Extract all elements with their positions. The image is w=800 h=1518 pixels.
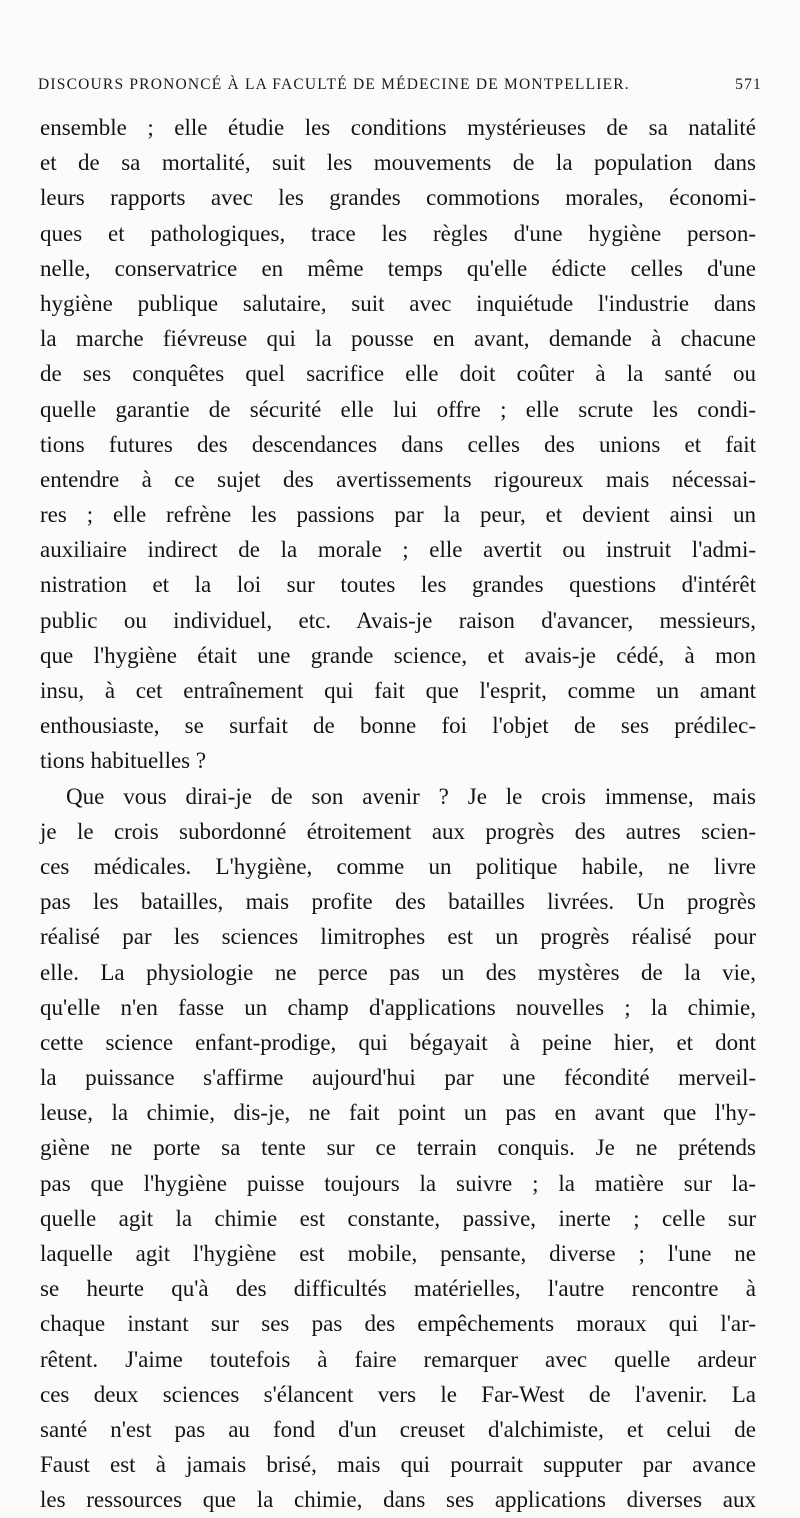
text-line: insu, à cet entraînement qui fait que l'esprit, comme un amant bbox=[40, 678, 756, 703]
text-line: nelle, conservatrice en même temps qu'elle édicte celles d'une bbox=[40, 255, 756, 281]
text-line: se heurte qu'à des difficultés matérielles, l'autre rencontre à bbox=[40, 1276, 756, 1302]
running-title: DISCOURS PRONONCÉ À LA FACULTÉ DE MÉDECINE DE MONTPELLIER. bbox=[38, 76, 630, 93]
text-line: la puissance s'affirme aujourd'hui par une fécondité merveil- bbox=[40, 1065, 756, 1091]
text-line: quelle garantie de sécurité elle lui offre ; elle scrute les condi- bbox=[40, 396, 756, 422]
text-line: auxiliaire indirect de la morale ; elle avertit ou instruit l'admi- bbox=[40, 537, 756, 563]
text-line: quelle agit la chimie est constante, passive, inerte ; celle sur bbox=[40, 1205, 756, 1231]
paragraph-1 bbox=[40, 110, 756, 779]
running-head bbox=[38, 76, 762, 104]
text-line: santé n'est pas au fond d'un creuset d'alchimiste, et celui de bbox=[40, 1416, 756, 1442]
text-line: la marche fiévreuse qui la pousse en avant, demande à chacune bbox=[40, 326, 756, 352]
text-line: et de sa mortalité, suit les mouvements de la population dans bbox=[40, 150, 756, 176]
text-line: leurs rapports avec les grandes commotions morales, économi- bbox=[40, 185, 756, 211]
text-line: cette science enfant-prodige, qui bégayait à peine hier, et dont bbox=[40, 1029, 756, 1055]
text-line: ces deux sciences s'élancent vers le Far-West de l'avenir. La bbox=[40, 1381, 756, 1407]
body-text bbox=[40, 110, 756, 1518]
text-line: qu'elle n'en fasse un champ d'applications nouvelles ; la chimie, bbox=[40, 994, 756, 1020]
text-line: chaque instant sur ses pas des empêchements moraux qui l'ar- bbox=[40, 1311, 756, 1337]
text-line: enthousiaste, se surfait de bonne foi l'objet de ses prédilec- bbox=[40, 713, 756, 739]
text-line: ques et pathologiques, trace les règles d'une hygiène person- bbox=[40, 220, 756, 246]
text-line: entendre à ce sujet des avertissements rigoureux mais nécessai- bbox=[40, 466, 756, 492]
text-line: Que vous dirai-je de son avenir ? Je le crois immense, mais bbox=[66, 783, 756, 809]
page-number: 571 bbox=[735, 76, 762, 93]
text-line: ensemble ; elle étudie les conditions mystérieuses de sa natalité bbox=[40, 115, 756, 140]
text-line: res ; elle refrène les passions par la peur, et devient ainsi un bbox=[40, 502, 756, 528]
text-line: elle. La physiologie ne perce pas un des mystères de la vie, bbox=[40, 959, 756, 985]
text-line: pas que l'hygiène puisse toujours la suivre ; la matière sur la- bbox=[40, 1170, 756, 1196]
text-line: leuse, la chimie, dis-je, ne fait point un pas en avant que l'hy- bbox=[40, 1100, 756, 1126]
paragraph-2 bbox=[40, 779, 756, 1518]
text-line: les ressources que la chimie, dans ses applications diverses aux bbox=[40, 1487, 756, 1513]
text-line: laquelle agit l'hygiène est mobile, pensante, diverse ; l'une ne bbox=[40, 1241, 756, 1266]
text-line: je le crois subordonné étroitement aux progrès des autres scien- bbox=[40, 818, 756, 844]
text-line: rêtent. J'aime toutefois à faire remarquer avec quelle ardeur bbox=[40, 1346, 756, 1372]
text-line: public ou individuel, etc. Avais-je raison d'avancer, messieurs, bbox=[40, 607, 756, 633]
text-line: pas les batailles, mais profite des batailles livrées. Un progrès bbox=[40, 889, 756, 915]
text-line: hygiène publique salutaire, suit avec inquiétude l'industrie dans bbox=[40, 290, 756, 316]
text-line: ces médicales. L'hygiène, comme un politique habile, ne livre bbox=[40, 853, 756, 879]
text-line: réalisé par les sciences limitrophes est un progrès réalisé pour bbox=[40, 924, 756, 950]
text-line: Faust est à jamais brisé, mais qui pourrait supputer par avance bbox=[40, 1452, 756, 1478]
text-line: tions habituelles ? bbox=[40, 748, 207, 774]
text-line: que l'hygiène était une grande science, et avais-je cédé, à mon bbox=[40, 642, 756, 668]
text-line: de ses conquêtes quel sacrifice elle doit coûter à la santé ou bbox=[40, 361, 756, 387]
text-line: nistration et la loi sur toutes les grandes questions d'intérêt bbox=[40, 572, 756, 598]
text-line: giène ne porte sa tente sur ce terrain conquis. Je ne prétends bbox=[40, 1135, 756, 1161]
text-line: tions futures des descendances dans celles des unions et fait bbox=[40, 431, 756, 457]
